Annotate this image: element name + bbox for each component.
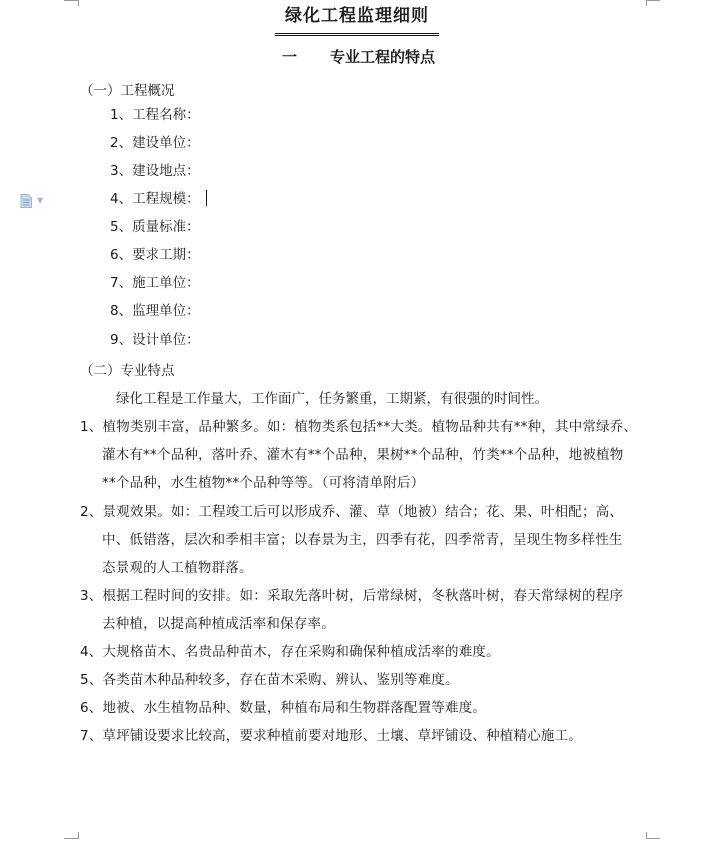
- title-container: [0, 4, 714, 36]
- info-item-client: 2、建设单位：: [110, 135, 200, 151]
- feature-item-2-line-1: 2、景观效果。如：工程竣工后可以形成乔、灌、草（地被）结合；花、果、叶相配；高、: [80, 504, 624, 520]
- feature-item-2-line-3: 态景观的人工植物群落。: [102, 560, 253, 576]
- chevron-down-icon[interactable]: ▼: [37, 196, 44, 205]
- feature-item-1-line-3: **个品种，水生植物**个品种等等。（可将清单附后）: [102, 475, 425, 491]
- section-heading: [282, 46, 435, 68]
- overview-heading: （一）工程概况: [80, 83, 175, 99]
- feature-item-1: [80, 413, 650, 497]
- text-cursor: [206, 190, 208, 206]
- feature-item-2: [80, 498, 650, 582]
- crop-mark-top-left: [64, 0, 78, 1]
- info-item-contractor: 7、施工单位：: [110, 275, 200, 291]
- feature-item-7: [80, 722, 650, 750]
- feature-item-3-line-1: 3、根据工程时间的安排。如：采取先落叶树，后常绿树，冬秋落叶树，春天常绿树的程序: [80, 588, 624, 604]
- features-heading: （二）专业特点: [80, 363, 175, 379]
- info-item-scale-label: 4、工程规模：: [110, 191, 200, 207]
- feature-item-3-line-2: 去种植，以提高种植成活率和保存率。: [102, 616, 335, 632]
- info-item-duration: 6、要求工期：: [110, 247, 200, 263]
- feature-item-7-line-1: 7、草坪铺设要求比较高，要求种植前要对地形、土壤、草坪铺设、种植精心施工。: [80, 728, 582, 744]
- section-title: 专业工程的特点: [330, 48, 436, 66]
- section-number: 一: [282, 48, 298, 66]
- feature-item-5-line-1: 5、各类苗木种品种较多，存在苗木采购、辨认、鉴别等难度。: [80, 672, 459, 688]
- feature-item-1-line-1: 1、植物类别丰富，品种繁多。如：植物类系包括**大类。植物品种共有**种，其中常绿乔、: [80, 419, 638, 435]
- feature-item-6-line-1: 6、地被、水生植物品种、数量，种植布局和生物群落配置等难度。: [80, 700, 487, 716]
- crop-mark-bottom-right: [646, 838, 660, 839]
- info-item-supervisor: 8、监理单位：: [110, 303, 200, 319]
- document-title: 绿化工程监理细则: [275, 4, 439, 36]
- feature-item-3: [80, 582, 650, 638]
- crop-mark-bottom-left: [64, 838, 78, 839]
- feature-item-4-line-1: 4、大规格苗木、名贵品种苗木，存在采购和确保种植成活率的难度。: [80, 644, 500, 660]
- feature-item-1-line-2: 灌木有**个品种，落叶乔、灌木有**个品种，果树**个品种，竹类**个品种，地被植物: [102, 447, 624, 463]
- info-item-location: 3、建设地点：: [110, 163, 200, 179]
- feature-item-2-line-2: 中、低错落，层次和季相丰富；以春景为主，四季有花，四季常青，呈现生物多样性生: [102, 532, 623, 548]
- info-item-scale[interactable]: [110, 189, 207, 209]
- feature-item-6: [80, 694, 650, 722]
- info-item-quality: 5、质量标准：: [110, 219, 200, 235]
- crop-mark-bottom-left-v: [78, 832, 79, 839]
- feature-item-4: [80, 638, 650, 666]
- feature-item-5: [80, 666, 650, 694]
- info-item-project-name: 1、工程名称：: [110, 107, 200, 123]
- info-item-designer: 9、设计单位：: [110, 332, 200, 348]
- crop-mark-bottom-right-v: [646, 832, 647, 839]
- features-intro: 绿化工程是工作量大，工作面广，任务繁重，工期紧，有很强的时间性。: [116, 391, 548, 407]
- document-icon[interactable]: [20, 194, 32, 208]
- crop-mark-top-right: [646, 0, 660, 1]
